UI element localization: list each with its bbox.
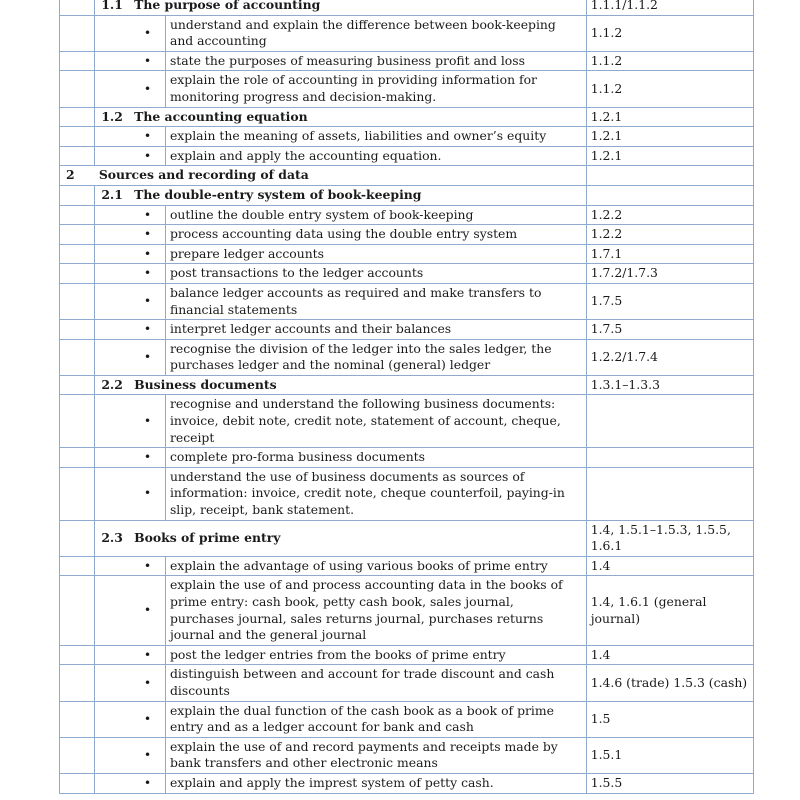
spacer-cell xyxy=(95,576,130,645)
bullet-marker: • xyxy=(130,701,165,737)
syllabus-ref: 1.4, 1.5.1–1.5.3, 1.5.5, 1.6.1 xyxy=(586,520,753,556)
bullet-marker: • xyxy=(130,339,165,375)
section-number: 2 xyxy=(60,166,95,186)
bullet-marker: • xyxy=(130,320,165,340)
subsection-row xyxy=(60,185,754,205)
objective-text: explain the dual function of the cash book as a book of prime entry and as a ledger account for bank and cash xyxy=(165,701,586,737)
syllabus-ref: 1.4 xyxy=(586,556,753,576)
subsection-title: The purpose of accounting xyxy=(130,0,586,15)
objective-text: explain the use of and process accounting data in the books of prime entry: cash book, petty cash book, sales journal, purchases journal, sales returns journal, purchases returns journal and the general journal xyxy=(165,576,586,645)
objective-text: complete pro-forma business documents xyxy=(165,448,586,468)
spacer-cell xyxy=(95,283,130,319)
spacer-cell xyxy=(95,205,130,225)
syllabus-ref: 1.5.5 xyxy=(586,773,753,793)
objective-row xyxy=(60,556,754,576)
syllabus-ref xyxy=(586,166,753,186)
syllabus-ref: 1.5 xyxy=(586,701,753,737)
objective-text: explain the role of accounting in providing information for monitoring progress and decision-making. xyxy=(165,71,586,107)
spacer-cell xyxy=(60,576,95,645)
syllabus-ref: 1.2.1 xyxy=(586,146,753,166)
spacer-cell xyxy=(60,107,95,127)
objective-row xyxy=(60,205,754,225)
spacer-cell xyxy=(95,51,130,71)
objective-row xyxy=(60,665,754,701)
spacer-cell xyxy=(60,665,95,701)
subsection-number: 1.2 xyxy=(95,107,130,127)
subsection-row xyxy=(60,520,754,556)
objective-text: explain the use of and record payments and receipts made by bank transfers and other electronic means xyxy=(165,737,586,773)
bullet-marker: • xyxy=(130,737,165,773)
syllabus-ref xyxy=(586,185,753,205)
spacer-cell xyxy=(60,645,95,665)
subsection-number: 2.3 xyxy=(95,520,130,556)
spacer-cell xyxy=(60,71,95,107)
spacer-cell xyxy=(60,205,95,225)
objective-text: explain and apply the accounting equation. xyxy=(165,146,586,166)
syllabus-ref: 1.4.6 (trade) 1.5.3 (cash) xyxy=(586,665,753,701)
section-title: Sources and recording of data xyxy=(95,166,586,186)
spacer-cell xyxy=(95,645,130,665)
spacer-cell xyxy=(95,127,130,147)
spacer-cell xyxy=(95,339,130,375)
spacer-cell xyxy=(95,556,130,576)
objective-row xyxy=(60,244,754,264)
spacer-cell xyxy=(60,773,95,793)
syllabus-ref: 1.2.2/1.7.4 xyxy=(586,339,753,375)
spacer-cell xyxy=(60,185,95,205)
objective-text: process accounting data using the double entry system xyxy=(165,225,586,245)
syllabus-ref: 1.7.1 xyxy=(586,244,753,264)
spacer-cell xyxy=(95,264,130,284)
bullet-marker: • xyxy=(130,127,165,147)
objective-row xyxy=(60,395,754,448)
spacer-cell xyxy=(95,15,130,51)
spacer-cell xyxy=(60,146,95,166)
syllabus-ref xyxy=(586,448,753,468)
objective-text: explain the advantage of using various books of prime entry xyxy=(165,556,586,576)
spacer-cell xyxy=(95,395,130,448)
objective-text: interpret ledger accounts and their balances xyxy=(165,320,586,340)
spacer-cell xyxy=(60,737,95,773)
spacer-cell xyxy=(95,737,130,773)
syllabus-ref: 1.1.2 xyxy=(586,15,753,51)
objective-row xyxy=(60,339,754,375)
bullet-marker: • xyxy=(130,576,165,645)
spacer-cell xyxy=(95,773,130,793)
spacer-cell xyxy=(95,665,130,701)
objective-row xyxy=(60,701,754,737)
spacer-cell xyxy=(60,395,95,448)
syllabus-rows xyxy=(60,0,754,793)
bullet-marker: • xyxy=(130,205,165,225)
syllabus-ref: 1.2.2 xyxy=(586,205,753,225)
objective-row xyxy=(60,645,754,665)
objective-text: explain and apply the imprest system of petty cash. xyxy=(165,773,586,793)
spacer-cell xyxy=(95,467,130,520)
objective-text: explain the meaning of assets, liabilities and owner’s equity xyxy=(165,127,586,147)
section-row xyxy=(60,166,754,186)
syllabus-ref xyxy=(586,395,753,448)
bullet-marker: • xyxy=(130,244,165,264)
subsection-title: The accounting equation xyxy=(130,107,586,127)
subsection-row xyxy=(60,0,754,15)
objective-text: distinguish between and account for trade discount and cash discounts xyxy=(165,665,586,701)
objective-row xyxy=(60,15,754,51)
spacer-cell xyxy=(95,701,130,737)
syllabus-ref: 1.3.1–1.3.3 xyxy=(586,375,753,395)
spacer-cell xyxy=(95,146,130,166)
bullet-marker: • xyxy=(130,51,165,71)
spacer-cell xyxy=(60,127,95,147)
syllabus-ref: 1.1.2 xyxy=(586,71,753,107)
spacer-cell xyxy=(60,264,95,284)
syllabus-ref: 1.7.5 xyxy=(586,283,753,319)
spacer-cell xyxy=(95,320,130,340)
objective-row xyxy=(60,71,754,107)
syllabus-ref: 1.2.1 xyxy=(586,127,753,147)
bullet-marker: • xyxy=(130,71,165,107)
objective-text: recognise and understand the following business documents: invoice, debit note, credit note, statement of account, cheque, receipt xyxy=(165,395,586,448)
syllabus-ref: 1.7.2/1.7.3 xyxy=(586,264,753,284)
objective-row xyxy=(60,146,754,166)
objective-text: post the ledger entries from the books of prime entry xyxy=(165,645,586,665)
syllabus-table xyxy=(59,0,754,794)
spacer-cell xyxy=(60,51,95,71)
objective-row xyxy=(60,127,754,147)
spacer-cell xyxy=(95,71,130,107)
objective-text: understand the use of business documents as sources of information: invoice, credit note, cheque counterfoil, paying-in slip, receipt, bank statement. xyxy=(165,467,586,520)
spacer-cell xyxy=(60,0,95,15)
syllabus-ref: 1.1.2 xyxy=(586,51,753,71)
bullet-marker: • xyxy=(130,146,165,166)
subsection-title: Business documents xyxy=(130,375,586,395)
spacer-cell xyxy=(95,448,130,468)
subsection-title: Books of prime entry xyxy=(130,520,586,556)
subsection-title: The double-entry system of book-keeping xyxy=(130,185,586,205)
bullet-marker: • xyxy=(130,665,165,701)
syllabus-ref: 1.4 xyxy=(586,645,753,665)
bullet-marker: • xyxy=(130,264,165,284)
bullet-marker: • xyxy=(130,645,165,665)
spacer-cell xyxy=(60,375,95,395)
objective-row xyxy=(60,467,754,520)
spacer-cell xyxy=(60,283,95,319)
bullet-marker: • xyxy=(130,467,165,520)
spacer-cell xyxy=(60,225,95,245)
objective-text: post transactions to the ledger accounts xyxy=(165,264,586,284)
syllabus-ref: 1.2.2 xyxy=(586,225,753,245)
spacer-cell xyxy=(60,244,95,264)
spacer-cell xyxy=(95,244,130,264)
subsection-number: 2.2 xyxy=(95,375,130,395)
objective-text: recognise the division of the ledger into the sales ledger, the purchases ledger and the nominal (general) ledger xyxy=(165,339,586,375)
bullet-marker: • xyxy=(130,225,165,245)
objective-row xyxy=(60,225,754,245)
syllabus-ref: 1.7.5 xyxy=(586,320,753,340)
spacer-cell xyxy=(60,339,95,375)
spacer-cell xyxy=(60,320,95,340)
bullet-marker: • xyxy=(130,448,165,468)
spacer-cell xyxy=(60,556,95,576)
syllabus-ref: 1.5.1 xyxy=(586,737,753,773)
spacer-cell xyxy=(60,448,95,468)
syllabus-ref: 1.1.1/1.1.2 xyxy=(586,0,753,15)
bullet-marker: • xyxy=(130,15,165,51)
subsection-row xyxy=(60,107,754,127)
objective-row xyxy=(60,448,754,468)
spacer-cell xyxy=(60,15,95,51)
bullet-marker: • xyxy=(130,773,165,793)
subsection-number: 1.1 xyxy=(95,0,130,15)
spacer-cell xyxy=(60,467,95,520)
spacer-cell xyxy=(95,225,130,245)
objective-row xyxy=(60,576,754,645)
objective-text: understand and explain the difference between book-keeping and accounting xyxy=(165,15,586,51)
subsection-number: 2.1 xyxy=(95,185,130,205)
objective-row xyxy=(60,264,754,284)
spacer-cell xyxy=(60,520,95,556)
syllabus-ref: 1.4, 1.6.1 (general journal) xyxy=(586,576,753,645)
objective-row xyxy=(60,773,754,793)
objective-text: prepare ledger accounts xyxy=(165,244,586,264)
objective-row xyxy=(60,283,754,319)
spacer-cell xyxy=(60,701,95,737)
objective-row xyxy=(60,737,754,773)
bullet-marker: • xyxy=(130,556,165,576)
objective-text: balance ledger accounts as required and make transfers to financial statements xyxy=(165,283,586,319)
bullet-marker: • xyxy=(130,395,165,448)
subsection-row xyxy=(60,375,754,395)
objective-text: state the purposes of measuring business profit and loss xyxy=(165,51,586,71)
syllabus-ref: 1.2.1 xyxy=(586,107,753,127)
syllabus-ref xyxy=(586,467,753,520)
objective-text: outline the double entry system of book-keeping xyxy=(165,205,586,225)
bullet-marker: • xyxy=(130,283,165,319)
objective-row xyxy=(60,320,754,340)
objective-row xyxy=(60,51,754,71)
